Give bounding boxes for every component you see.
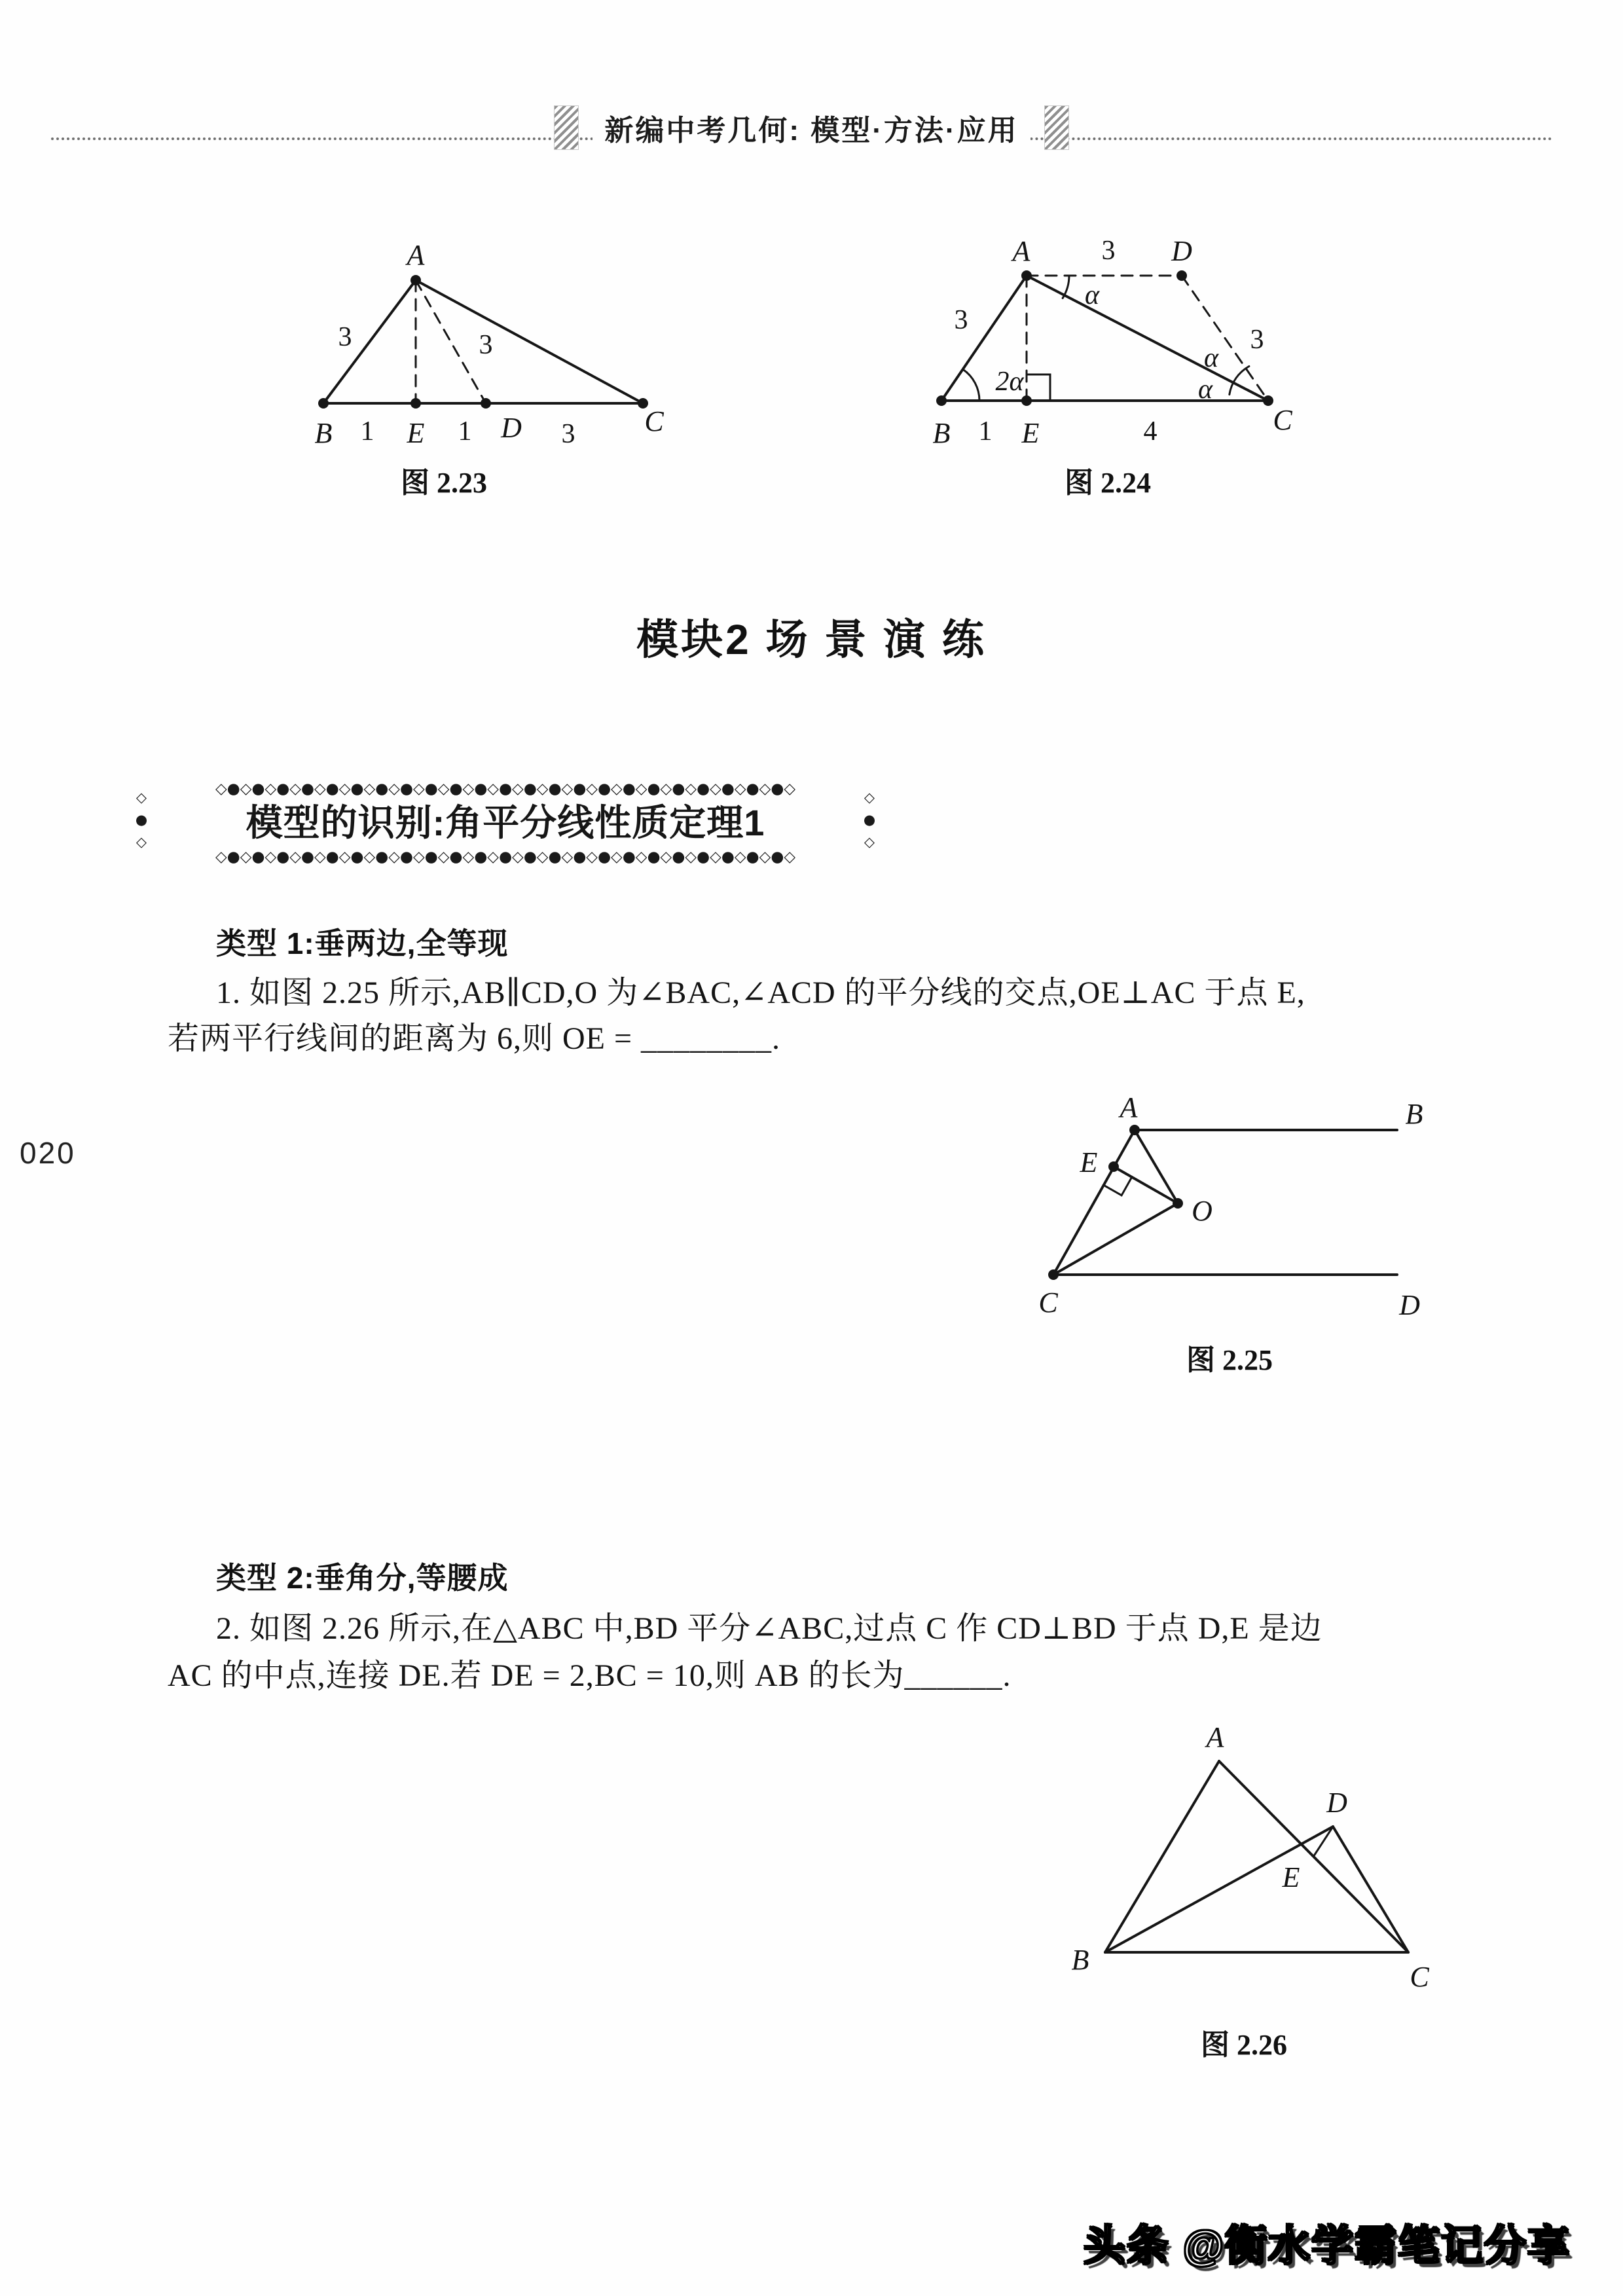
module-title: 模块2 场 景 演 练 [636, 616, 987, 663]
fig25-label-D: D [1399, 1289, 1420, 1321]
fig23-length-AB: 3 [338, 322, 352, 352]
watermark-credit: 头条 @衡水学霸笔记分享 [1083, 2222, 1571, 2269]
fig23-point-A [410, 275, 421, 285]
fig23-length-BE: 1 [360, 416, 374, 446]
page-number: 020 [20, 1136, 76, 1170]
fig23-label-D: D [501, 412, 522, 444]
fig24-label-E: E [1021, 417, 1040, 449]
fig24-length-EC: 4 [1143, 416, 1158, 446]
fig23-length-ED: 1 [458, 416, 472, 446]
fig24-length-DC: 3 [1250, 325, 1264, 355]
problem2-line2: AC 的中点,连接 DE.若 DE = 2,BC = 10,则 AB 的长为______. [168, 1658, 1012, 1693]
fig24-right-angle-mark [1027, 374, 1050, 401]
fig24-angle-B: 2α [995, 367, 1024, 397]
fig24-caption: 图 2.24 [1065, 467, 1151, 499]
ornament-left: ◇●◇ [134, 790, 149, 856]
fig26-label-E: E [1282, 1861, 1300, 1893]
fig24-angle-arc-B [963, 369, 979, 401]
fig26-caption: 图 2.26 [1201, 2029, 1287, 2061]
fig24-length-BE: 1 [978, 416, 993, 446]
fig25-label-O: O [1192, 1195, 1213, 1227]
hatched-block-icon [1045, 106, 1068, 149]
problem1-line1: 1. 如图 2.25 所示,AB∥CD,O 为∠BAC,∠ACD 的平分线的交点,OE⊥AC 于点 E, [216, 975, 1305, 1010]
fig24-label-C: C [1273, 404, 1292, 436]
fig23-point-E [410, 398, 421, 409]
fig25-point-A [1129, 1125, 1140, 1135]
fig23-caption: 图 2.23 [401, 467, 487, 499]
fig26-label-C: C [1410, 1961, 1429, 1993]
fig23-label-B: B [314, 417, 333, 449]
running-head [0, 106, 1623, 149]
problem1-line2: 若两平行线间的距离为 6,则 OE = ________. [168, 1021, 781, 1056]
fig26-label-B: B [1071, 1944, 1089, 1976]
figure-2-23 [275, 239, 707, 504]
fig25-label-A: A [1120, 1091, 1138, 1123]
fig23-label-E: E [407, 417, 425, 449]
figure-2-25 [1021, 1087, 1493, 1381]
fig26-label-A: A [1206, 1721, 1224, 1753]
fig24-angle-A: α [1084, 280, 1100, 310]
fig25-caption: 图 2.25 [1186, 1344, 1273, 1376]
fig24-length-AD: 3 [1101, 236, 1116, 266]
model-heading: 模型的识别:角平分线性质定理1 [246, 802, 765, 843]
fig23-length-DC: 3 [561, 419, 575, 449]
problem2-line1: 2. 如图 2.26 所示,在△ABC 中,BD 平分∠ABC,过点 C 作 CD⊥BD 于点 D,E 是边 [216, 1611, 1322, 1646]
fig24-side-AC [1027, 276, 1268, 401]
fig25-point-O [1173, 1198, 1183, 1209]
type2-heading: 类型 2:垂角分,等腰成 [216, 1561, 509, 1595]
fig24-point-D [1176, 270, 1187, 281]
model-heading-box [134, 780, 877, 866]
fig24-point-A [1021, 270, 1032, 281]
ornament-right: ◇●◇ [862, 790, 877, 856]
ornament-top: ◇●◇●◇●◇●◇●◇●◇●◇●◇●◇●◇●◇●◇●◇●◇●◇●◇●◇●◇●◇●◇●◇●◇●◇ [215, 780, 796, 797]
fig24-label-A: A [1012, 235, 1030, 267]
figure-2-26 [1061, 1721, 1480, 2072]
fig23-side-BA [323, 280, 416, 403]
fig23-label-A: A [407, 239, 425, 271]
fig26-side-BA [1105, 1761, 1219, 1952]
fig25-label-C: C [1038, 1286, 1058, 1319]
fig24-label-D: D [1171, 235, 1192, 267]
fig23-side-AC [416, 280, 643, 403]
fig25-label-B: B [1405, 1098, 1423, 1130]
fig24-point-C [1263, 395, 1273, 406]
hatched-block-icon [555, 106, 578, 149]
fig26-label-D: D [1326, 1787, 1347, 1819]
ornament-bottom: ◇●◇●◇●◇●◇●◇●◇●◇●◇●◇●◇●◇●◇●◇●◇●◇●◇●◇●◇●◇●◇●◇●◇●◇ [215, 848, 796, 866]
fig24-label-B: B [932, 417, 951, 449]
fig25-label-E: E [1080, 1146, 1098, 1178]
fig23-point-B [318, 398, 329, 409]
fig24-angle-C-upper: α [1203, 343, 1219, 373]
fig23-point-D [481, 398, 491, 409]
fig23-length-AD: 3 [479, 330, 493, 360]
fig24-point-E [1021, 395, 1032, 406]
type1-heading: 类型 1:垂两边,全等现 [216, 926, 509, 960]
fig24-length-AB: 3 [954, 305, 968, 335]
fig24-point-B [936, 395, 947, 406]
fig25-point-E [1108, 1161, 1119, 1172]
fig24-angle-C-lower: α [1197, 374, 1213, 405]
fig23-label-C: C [644, 405, 664, 437]
book-title: 新编中考几何: 模型·方法·应用 [593, 107, 1030, 149]
fig25-point-C [1048, 1269, 1059, 1280]
figure-2-24 [913, 235, 1336, 504]
